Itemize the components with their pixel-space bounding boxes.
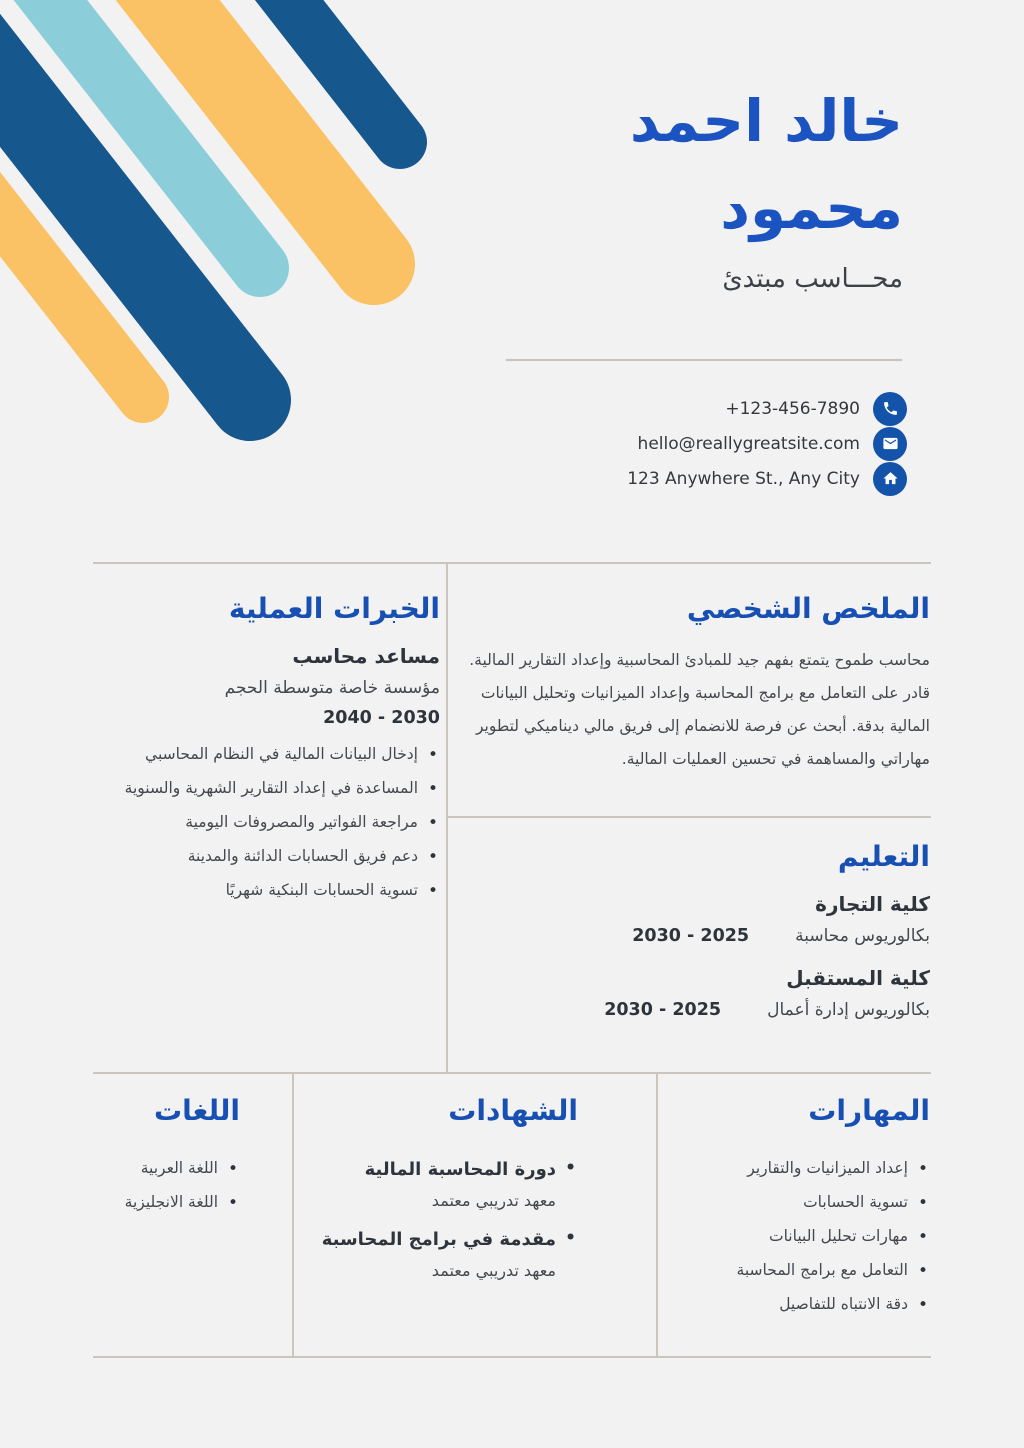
phone-number: +123-456-7890 <box>725 398 860 419</box>
list-item: • مهارات تحليل البيانات <box>658 1224 930 1248</box>
certificate-entry <box>278 1226 578 1280</box>
section-certificates <box>278 1092 578 1296</box>
education-school: كلية التجارة <box>815 891 930 916</box>
certificate-entry <box>278 1156 578 1210</box>
phone-icon <box>873 392 907 426</box>
street-address: 123 Anywhere St., Any City <box>627 468 860 489</box>
list-item: • تسوية الحسابات البنكية شهريًا <box>88 878 440 902</box>
person-name-line1: خالد احمد <box>629 87 903 155</box>
skills-heading: المهارات <box>808 1094 930 1127</box>
divider-bottom-row-bottom <box>93 1356 931 1358</box>
person-name <box>630 78 903 252</box>
education-heading: التعليم <box>837 840 930 873</box>
experience-bullet-list <box>88 742 440 902</box>
divider-bottom-row-top <box>93 1072 931 1074</box>
section-skills <box>658 1092 930 1326</box>
certificate-issuer: معهد تدريبي معتمد <box>431 1190 556 1210</box>
summary-text: محاسب طموح يتمتع بفهم جيد للمبادئ المحاسبية وإعداد التقارير المالية. قادر على التعامل مع برامج المحاسبة وإعداد الميزانيات وتحليل البيانات المالية بدقة. أبحث عن فرصة للانضمام إلى فريق مالي ديناميكي لتطوير مهاراتي والمساهمة في تحسين العمليات المالية. <box>469 650 930 768</box>
contact-row-phone <box>627 391 907 426</box>
experience-heading: الخبرات العملية <box>228 592 440 625</box>
list-item: • اللغة الانجليزية <box>70 1190 240 1214</box>
summary-heading: الملخص الشخصي <box>686 592 930 625</box>
person-job-title: محـــاسب مبتدئ <box>722 264 903 294</box>
list-item: • دقة الانتباه للتفاصيل <box>658 1292 930 1316</box>
mail-icon <box>873 427 907 461</box>
certificate-name: • مقدمة في برامج المحاسبة <box>278 1226 578 1253</box>
education-entry <box>450 966 930 1020</box>
list-item: • التعامل مع برامج المحاسبة <box>658 1258 930 1282</box>
section-languages <box>70 1092 240 1224</box>
section-education <box>450 838 930 1040</box>
education-school: كلية المستقبل <box>786 965 930 990</box>
header <box>630 78 903 294</box>
person-name-line2: محمود <box>720 174 903 242</box>
list-item: • اللغة العربية <box>70 1156 240 1180</box>
experience-dates: 2030 - 2040 <box>323 707 440 728</box>
education-dates: 2025 - 2030 <box>604 999 722 1020</box>
email-address: hello@reallygreatsite.com <box>637 433 860 454</box>
contact-row-address <box>627 461 907 496</box>
education-degree-row <box>450 926 930 946</box>
section-summary <box>468 590 930 776</box>
list-item: • مراجعة الفواتير والمصروفات اليومية <box>88 810 440 834</box>
list-item: • إدخال البيانات المالية في النظام المحاسبي <box>88 742 440 766</box>
certificate-issuer: معهد تدريبي معتمد <box>431 1260 556 1280</box>
education-entry <box>450 892 930 946</box>
decorative-stripes <box>0 0 470 460</box>
divider-vertical-main <box>446 562 448 1074</box>
contact-row-email <box>627 426 907 461</box>
list-item: • تسوية الحسابات <box>658 1190 930 1214</box>
skills-list <box>658 1156 930 1316</box>
education-degree: بكالوريوس محاسبة <box>795 925 930 946</box>
list-item: • إعداد الميزانيات والتقارير <box>658 1156 930 1180</box>
list-item: • دعم فريق الحسابات الدائنة والمدينة <box>88 844 440 868</box>
languages-heading: اللغات <box>154 1094 240 1127</box>
contact-info <box>627 391 907 496</box>
divider-summary-education <box>446 816 931 818</box>
divider-top <box>93 562 931 564</box>
languages-list <box>70 1156 240 1214</box>
experience-company: مؤسسة خاصة متوسطة الحجم <box>224 677 440 698</box>
section-experience <box>88 590 440 912</box>
list-item: • المساعدة في إعداد التقارير الشهرية والسنوية <box>88 776 440 800</box>
certificate-name: • دورة المحاسبة المالية <box>278 1156 578 1183</box>
education-degree-row <box>450 1000 930 1020</box>
header-divider <box>506 359 902 361</box>
education-degree: بكالوريوس إدارة أعمال <box>767 999 930 1020</box>
experience-job-title: مساعد محاسب <box>292 643 440 668</box>
home-icon <box>873 462 907 496</box>
certificates-heading: الشهادات <box>448 1094 578 1127</box>
education-dates: 2025 - 2030 <box>632 925 750 946</box>
